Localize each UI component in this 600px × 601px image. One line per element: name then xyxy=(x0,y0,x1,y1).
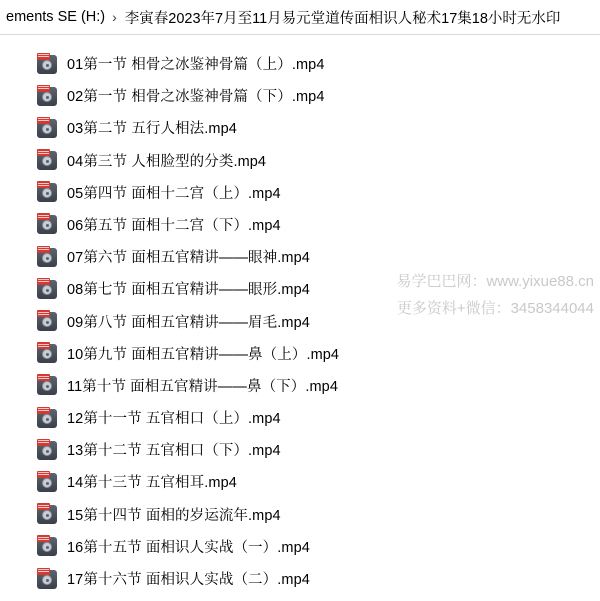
list-item[interactable] xyxy=(36,244,600,269)
list-item[interactable] xyxy=(36,276,600,301)
file-name: 09第八节 面相五官精讲——眉毛.mp4 xyxy=(67,314,310,331)
media-file-icon xyxy=(36,535,58,557)
file-name: 17第十六节 面相识人实战（二）.mp4 xyxy=(67,572,310,588)
media-file-icon xyxy=(36,407,58,429)
watermark-line-2: 更多资料+微信：3458344044 xyxy=(396,300,594,317)
list-item[interactable] xyxy=(36,437,600,462)
file-name: 01第一节 相骨之冰鉴神骨篇（上）.mp4 xyxy=(67,57,325,73)
breadcrumb-folder[interactable]: 李寅春2023年7月至11月易元堂道传面相识人秘术17集18小时无水印 xyxy=(124,10,561,27)
file-name: 10第九节 面相五官精讲——鼻（上）.mp4 xyxy=(67,346,340,363)
file-name: 12第十一节 五官相口（上）.mp4 xyxy=(67,411,281,428)
list-item[interactable] xyxy=(36,341,600,366)
list-item[interactable] xyxy=(36,83,600,108)
file-name: 05第四节 面相十二宫（上）.mp4 xyxy=(67,185,281,202)
list-item[interactable] xyxy=(36,566,600,591)
media-file-icon xyxy=(36,85,58,107)
file-name: 14第十三节 五官相耳.mp4 xyxy=(67,475,237,492)
file-name: 07第六节 面相五官精讲——眼神.mp4 xyxy=(67,250,310,267)
list-item[interactable] xyxy=(36,212,600,237)
file-name: 16第十五节 面相识人实战（一）.mp4 xyxy=(67,539,310,556)
file-name: 04第三节 人相脸型的分类.mp4 xyxy=(67,153,267,170)
list-item[interactable] xyxy=(36,115,600,140)
media-file-icon xyxy=(36,374,58,396)
breadcrumb[interactable] xyxy=(0,0,600,34)
chevron-right-icon: › xyxy=(112,9,117,25)
file-name: 02第一节 相骨之冰鉴神骨篇（下）.mp4 xyxy=(67,89,325,106)
watermark-line-1: 易学巴巴网：www.yixue88.cn xyxy=(396,273,594,290)
file-list xyxy=(0,35,600,591)
file-name: 08第七节 面相五官精讲——眼形.mp4 xyxy=(67,282,310,299)
media-file-icon xyxy=(36,53,58,75)
list-item[interactable] xyxy=(36,373,600,398)
list-item[interactable] xyxy=(36,148,600,173)
media-file-icon xyxy=(36,471,58,493)
media-file-icon xyxy=(36,278,58,300)
file-name: 06第五节 面相十二宫（下）.mp4 xyxy=(67,217,281,234)
media-file-icon xyxy=(36,213,58,235)
media-file-icon xyxy=(36,246,58,268)
media-file-icon xyxy=(36,149,58,171)
list-item[interactable] xyxy=(36,180,600,205)
file-name: 03第二节 五行人相法.mp4 xyxy=(67,121,237,138)
media-file-icon xyxy=(36,181,58,203)
file-name: 13第十二节 五官相口（下）.mp4 xyxy=(67,443,281,460)
list-item[interactable] xyxy=(36,534,600,559)
list-item[interactable] xyxy=(36,51,600,76)
list-item[interactable] xyxy=(36,405,600,430)
media-file-icon xyxy=(36,342,58,364)
media-file-icon xyxy=(36,310,58,332)
list-item[interactable] xyxy=(36,309,600,334)
list-item[interactable] xyxy=(36,502,600,527)
media-file-icon xyxy=(36,117,58,139)
list-item[interactable] xyxy=(36,469,600,494)
media-file-icon xyxy=(36,568,58,590)
file-name: 11第十节 面相五官精讲——鼻（下）.mp4 xyxy=(67,378,339,395)
file-name: 15第十四节 面相的岁运流年.mp4 xyxy=(67,507,281,524)
media-file-icon xyxy=(36,439,58,461)
media-file-icon xyxy=(36,503,58,525)
breadcrumb-drive[interactable]: ements SE (H:) xyxy=(6,9,106,25)
